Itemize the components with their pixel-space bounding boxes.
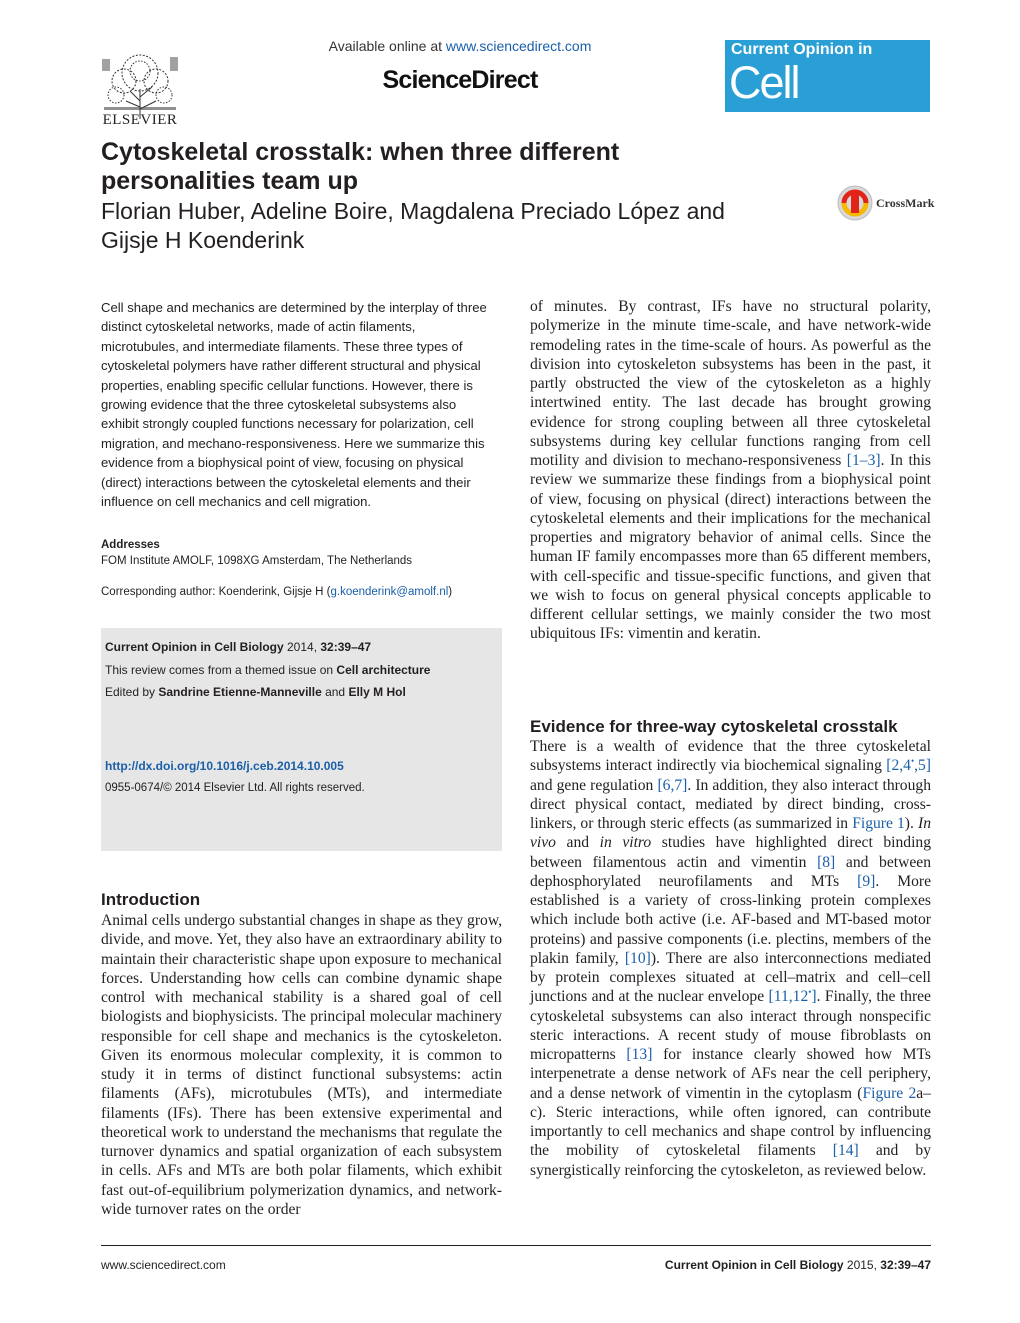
intro-continued-text: of minutes. By contrast, IFs have no structural polarity, polymerize in the minute time-scale, and have network-wide remodeling rates in the time-scale of hours. As powerful as the division into cytoskeleton subsystems has been in the past, it partly obstructed the view of the cytoskeleton as a highly intertwined entity. The last decade has brought growing evidence for strong coupling between all three cytoskeletal subsystems during key cellular functions ranging from cell motility and division to mechano-responsiveness [1–3]. In this review we summarize these findings from a biophysical point of view, focusing on physical (direct) interactions between the cytoskeletal elements and their implications for the mechanical properties and migratory behavior of animal cells. Since the human IF family encompasses more than 65 different members, with cell-specific and tissue-specific functions, and given that we wish to focus on general physical concepts applicable to different cellular settings, we mainly consider the two most ubiquitous IFs: vimentin and keratin. bbox=[530, 298, 931, 643]
doi-link[interactable]: http://dx.doi.org/10.1016/j.ceb.2014.10.005 bbox=[105, 759, 344, 773]
introduction-heading: Introduction bbox=[101, 890, 201, 909]
title-line-2: personalities team up bbox=[101, 167, 359, 195]
sciencedirect-brand: ScienceDirect bbox=[382, 66, 538, 94]
journal-logo bbox=[725, 40, 930, 158]
sciencedirect-link[interactable]: www.sciencedirect.com bbox=[445, 38, 592, 54]
introduction-text: Animal cells undergo substantial changes in shape as they grow, divide, and move. Yet, they also have an extraordinary ability to maintain their characteristic shape upon exposure to mechanical forces. Understanding how cells can combine dynamic shape control with mechanical stability is a shared goal of cell biologists and biophysicists. The principal molecular machinery responsible for cell shape and mechanics is the cytoskeleton. Given its enormous molecular complexity, it is common to study it in terms of distinct functional subsystems: actin filaments (AFs), microtubules (MTs), and intermediate filaments (IFs). There has been extensive experimental and theoretical work to understand the mechanisms that regulate the turnover dynamics and spatial organization of each subsystem in cells. AFs and MTs are both polar filaments, which exhibit fast out-of-equilibrium polymerization dynamics, and network-wide turnover rates on the order bbox=[101, 912, 502, 1218]
crossmark-label: CrossMark bbox=[876, 196, 935, 210]
abstract: Cell shape and mechanics are determined by the interplay of three distinct cytoskeletal networks, made of actin filaments, microtubules, and intermediate filaments. These three types of cytoskeletal polymers have rather different structural and physical properties, enabling specific cellular functions. However, there is growing evidence that the three cytoskeletal subsystems also exhibit strongly coupled functions necessary for polarization, cell migration, and mechano-responsiveness. Here we summarize this evidence from a biophysical point of view, focusing on physical (direct) interactions between the cytoskeletal elements and their influence on cell mechanics and cell migration. bbox=[101, 300, 487, 510]
available-online: Available online at www.sciencedirect.com bbox=[328, 38, 592, 54]
figure-1-link[interactable]: Figure 1 bbox=[852, 815, 905, 832]
info-issue: This review comes from a themed issue on Cell architecture bbox=[105, 663, 431, 677]
ref-link[interactable]: [9] bbox=[857, 872, 876, 890]
corresponding-author: Corresponding author: Koenderink, Gijsje H (g.koenderink@amolf.nl) bbox=[101, 586, 453, 598]
footer-url[interactable]: www.sciencedirect.com bbox=[101, 1258, 226, 1272]
copyright: 0955-0674/© 2014 Elsevier Ltd. All rights reserved. bbox=[105, 782, 365, 794]
article-info-box bbox=[101, 628, 502, 851]
figure-2-link[interactable]: Figure 2 bbox=[862, 1084, 917, 1102]
footer-divider bbox=[101, 1245, 931, 1246]
info-citation: Current Opinion in Cell Biology 2014, 32:39–47 bbox=[105, 640, 372, 654]
info-editors: Edited by Sandrine Etienne-Manneville and Elly M Hol bbox=[105, 685, 406, 699]
ref-link[interactable]: [2,4•,5] bbox=[886, 756, 931, 775]
ref-link[interactable]: [1–3] bbox=[846, 452, 881, 469]
crossmark-icon[interactable] bbox=[836, 184, 874, 222]
ref-link[interactable]: [13] bbox=[626, 1046, 653, 1063]
ref-link[interactable]: [8] bbox=[817, 853, 836, 871]
article-title bbox=[101, 138, 741, 196]
authors-line-2: Gijsje H Koenderink bbox=[101, 227, 305, 253]
address: FOM Institute AMOLF, 1098XG Amsterdam, The Netherlands bbox=[101, 555, 413, 567]
ref-link[interactable]: [10] bbox=[624, 949, 651, 967]
footer-citation: Current Opinion in Cell Biology 2015, 32:39–47 bbox=[664, 1258, 931, 1272]
ref-link[interactable]: [6,7] bbox=[657, 776, 688, 794]
ref-link[interactable]: [14] bbox=[832, 1142, 859, 1160]
issue-name: Cell architecture bbox=[336, 663, 431, 677]
authors bbox=[101, 197, 811, 255]
addresses-heading: Addresses bbox=[101, 539, 160, 551]
authors-line-1: Florian Huber, Adeline Boire, Magdalena Preciado López and bbox=[101, 198, 725, 224]
title-line-1: Cytoskeletal crosstalk: when three different bbox=[101, 138, 620, 166]
evidence-heading: Evidence for three-way cytoskeletal crosstalk bbox=[530, 717, 898, 736]
author-email-link[interactable]: g.koenderink@amolf.nl bbox=[330, 586, 449, 598]
evidence-text: There is a wealth of evidence that the three cytoskeletal subsystems interact indirectly via biochemical signaling [2,4•,5] and gene regulation [6,7]. In addition, they also interact through direct physical contact, mediated by direct binding, cross-linkers, or through steric effects (as summarized in Figure 1). In vivo and in vitro studies have highlighted direct binding between filamentous actin and vimentin [8] and between dephosphorylated neurofilaments and MTs [9]. More established is a variety of cross-linking protein complexes which include both active (i.e. AF-based and MT-based motor proteins) and passive components (i.e. plectins, members of the plakin family, [10]). There are also interconnections mediated by protein complexes situated at cell–matrix and cell–cell junctions and at the nuclear envelope [11,12•]. Finally, the three cytoskeletal subsystems can also interact through nonspecific steric interactions. A recent study of mouse fibroblasts on micropatterns [13] for instance clearly showed how MTs interpenetrate a dense network of AFs near the cell periphery, and a dense network of vimentin in the cytoplasm (Figure 2a–c). Steric interactions, while often ignored, can contribute importantly to cell mechanics and shape control by influencing the mobility of cytoskeletal filaments [14] and by synergistically reinforcing the cytoskeleton, as reviewed below. bbox=[530, 738, 932, 1179]
journal-logo-main: Cell Biology bbox=[729, 57, 863, 158]
publisher-logo-text: ELSEVIER bbox=[102, 112, 178, 128]
ref-link[interactable]: [11,12•] bbox=[768, 987, 817, 1006]
journal-logo-top: Current Opinion in bbox=[731, 41, 873, 58]
